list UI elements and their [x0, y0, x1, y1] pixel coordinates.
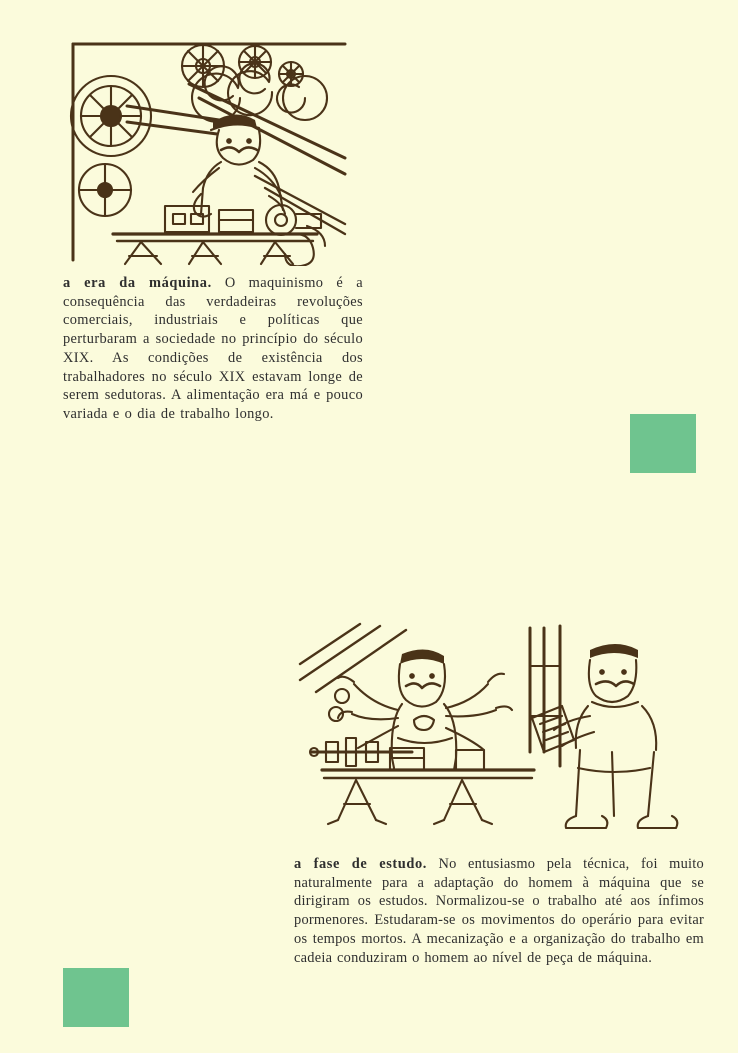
machine-age-illustration [69, 38, 349, 266]
caption-lead-machine-age: a era da máquina. [63, 275, 212, 291]
article-block-machine-age [63, 38, 369, 438]
green-square-decoration-right [630, 414, 696, 473]
caption-lead-study-phase: a fase de estudo. [294, 856, 427, 872]
caption-study-phase [294, 855, 704, 967]
article-block-study-phase [294, 620, 704, 982]
caption-machine-age [63, 274, 363, 424]
study-phase-illustration [294, 620, 704, 845]
caption-body-study-phase: No entusiasmo pela técnica, foi muito naturalmente para a adaptação do homem à máquina que se dirigiram os estudos. Normalizou-se o trabalho até aos ínfimos pormenores. Estudaram-se os movimentos do operário para evitar os tempos mortos. A mecanização e a organização do trabalho em cadeia conduziram o homem ao nível de peça de máquina. [294, 856, 704, 966]
caption-body-machine-age: O maquinismo é a consequência das verdadeiras revoluções comerciais, industriais e políticas que perturbaram a sociedade no princípio do século XIX. As condições de existência dos trabalhadores no século XIX estavam longe de serem sedutoras. A alimentação era má e pouco variada e o dia de trabalho longo. [63, 275, 363, 423]
green-square-decoration-left [63, 968, 129, 1027]
